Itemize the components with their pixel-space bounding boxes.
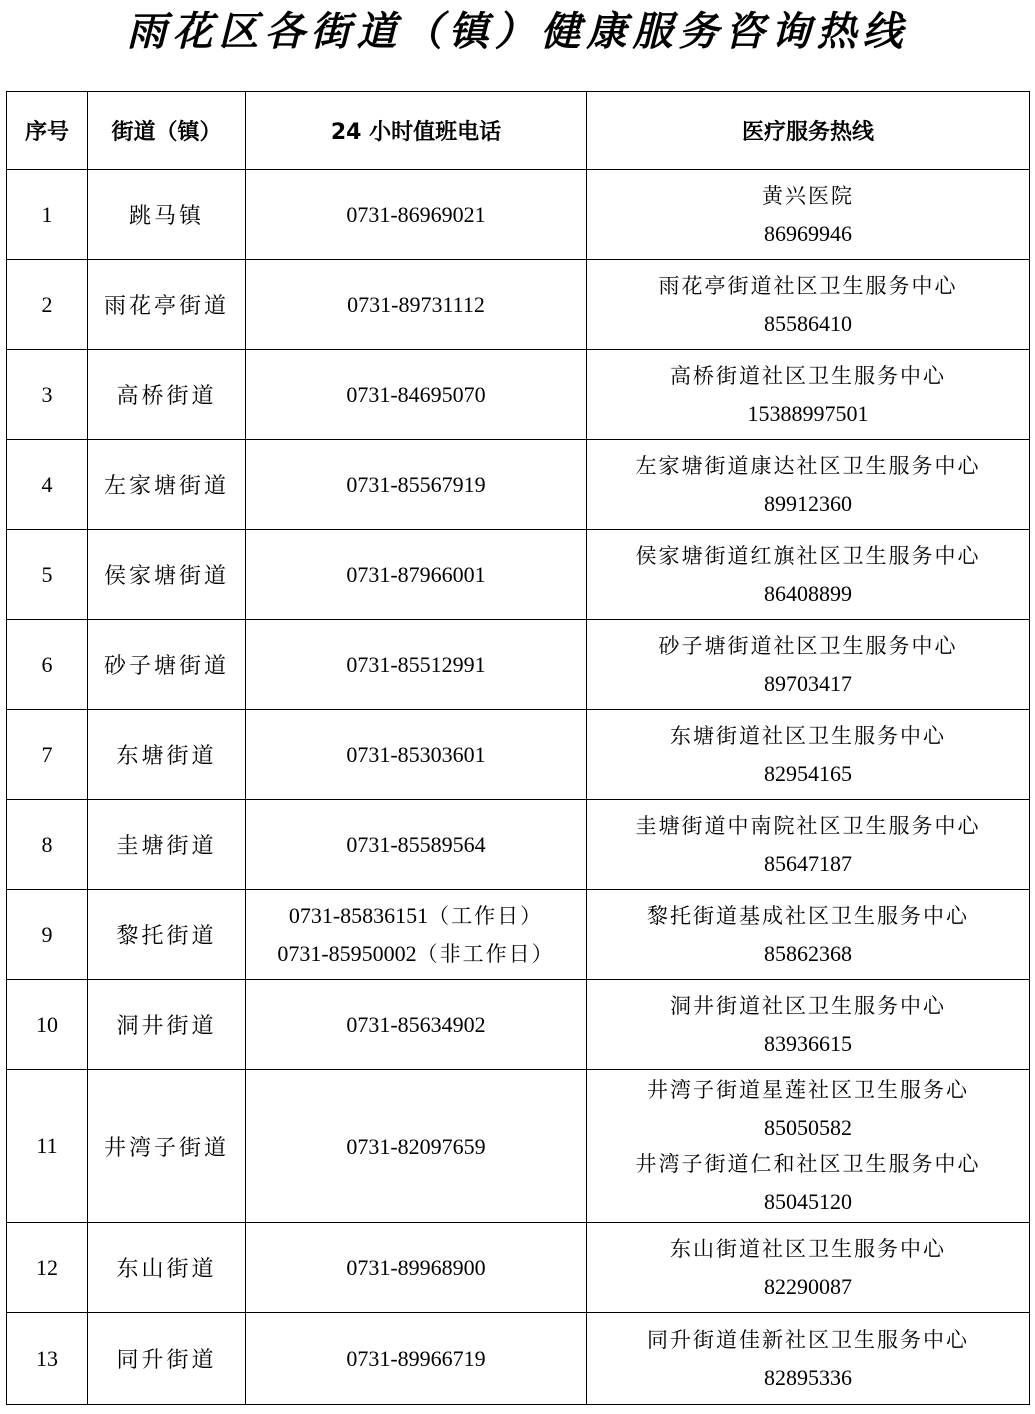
table-row: [7, 170, 1030, 260]
duty-phone-line: [246, 1249, 586, 1286]
duty-phone-number: 0731-85303601: [346, 742, 486, 767]
duty-phone-cell: [246, 530, 587, 620]
duty-phone-note: （工作日）: [428, 903, 544, 928]
medical-hotline-number: 85050582: [764, 1115, 852, 1140]
medical-hotline-cell: [587, 890, 1030, 980]
street-name: 砂子塘街道: [88, 620, 246, 710]
medical-center-name: 同升街道佳新社区卫生服务中心: [647, 1327, 969, 1352]
duty-phone-number: 0731-85567919: [346, 472, 486, 497]
table-header-row: [7, 92, 1030, 170]
row-index: 7: [7, 710, 88, 800]
duty-phone-cell: [246, 260, 587, 350]
page-title: 雨花区各街道（镇）健康服务咨询热线: [126, 8, 909, 55]
duty-phone-number: 0731-85634902: [346, 1012, 486, 1037]
medical-hotline-cell: [587, 1313, 1030, 1405]
row-index: 4: [7, 440, 88, 530]
duty-phone-cell: [246, 440, 587, 530]
table-row: [7, 530, 1030, 620]
street-name: 井湾子街道: [88, 1070, 246, 1223]
medical-hotline-number: 85586410: [764, 310, 852, 336]
header-duty-phone: 24 小时值班电话: [246, 92, 587, 170]
medical-hotline-number: 89912360: [764, 490, 852, 516]
duty-phone-number: 0731-87966001: [346, 562, 486, 587]
table-row: [7, 260, 1030, 350]
duty-phone-line: [246, 1128, 586, 1165]
row-index: 9: [7, 890, 88, 980]
row-index: 11: [7, 1070, 88, 1223]
duty-phone-cell: [246, 620, 587, 710]
table-row: [7, 620, 1030, 710]
duty-phone-cell: [246, 800, 587, 890]
medical-center-name: 黎托街道基成社区卫生服务中心: [647, 903, 969, 928]
duty-phone-number: 0731-85512991: [346, 652, 486, 677]
medical-hotline-number: 86969946: [764, 220, 852, 246]
duty-phone-note: （非工作日）: [416, 941, 555, 966]
duty-phone-line: [246, 826, 586, 863]
header-street: 街道（镇）: [88, 92, 246, 170]
medical-hotline-number: 86408899: [764, 580, 852, 606]
table-row: [7, 1223, 1030, 1313]
medical-hotline-number: 83936615: [764, 1030, 852, 1056]
medical-hotline-cell: [587, 260, 1030, 350]
medical-hotline-cell: [587, 1070, 1030, 1223]
duty-phone-cell: [246, 980, 587, 1070]
row-index: 12: [7, 1223, 88, 1313]
duty-phone-cell: [246, 710, 587, 800]
row-index: 1: [7, 170, 88, 260]
medical-hotline-number: 82895336: [764, 1364, 852, 1390]
row-index: 3: [7, 350, 88, 440]
row-index: 13: [7, 1313, 88, 1405]
medical-hotline-number: 85045120: [764, 1189, 852, 1214]
medical-center-name: 左家塘街道康达社区卫生服务中心: [635, 453, 981, 478]
table-row: [7, 350, 1030, 440]
medical-hotline-cell: [587, 1223, 1030, 1313]
duty-phone-cell: [246, 1223, 587, 1313]
street-name: 侯家塘街道: [88, 530, 246, 620]
duty-phone-number: 0731-82097659: [346, 1133, 486, 1159]
duty-phone-number: 0731-85836151: [288, 902, 429, 928]
table-row: [7, 1070, 1030, 1223]
row-index: 5: [7, 530, 88, 620]
row-index: 8: [7, 800, 88, 890]
row-index: 6: [7, 620, 88, 710]
medical-hotline-cell: [587, 170, 1030, 260]
duty-phone-cell: [246, 890, 587, 980]
duty-phone-cell: [246, 170, 587, 260]
duty-phone-line: [246, 466, 586, 503]
duty-phone-cell: [246, 1070, 587, 1223]
medical-center-name: 井湾子街道仁和社区卫生服务中心: [635, 1152, 981, 1176]
table-row: [7, 710, 1030, 800]
row-index: 2: [7, 260, 88, 350]
street-name: 左家塘街道: [88, 440, 246, 530]
duty-phone-number: 0731-85589564: [346, 832, 486, 857]
table-row: [7, 980, 1030, 1070]
medical-hotline-cell: [587, 530, 1030, 620]
row-index: 10: [7, 980, 88, 1070]
medical-center-name: 雨花亭街道社区卫生服务中心: [658, 273, 958, 298]
medical-center-name: 侯家塘街道红旗社区卫生服务中心: [635, 543, 981, 568]
duty-phone-cell: [246, 1313, 587, 1405]
street-name: 同升街道: [88, 1313, 246, 1405]
medical-hotline-cell: [587, 710, 1030, 800]
street-name: 东山街道: [88, 1223, 246, 1313]
table-row: [7, 800, 1030, 890]
duty-phone-line: [246, 646, 586, 683]
table-row: [7, 890, 1030, 980]
duty-phone-line: [246, 935, 586, 973]
street-name: 雨花亭街道: [88, 260, 246, 350]
medical-center-name: 井湾子街道星莲社区卫生服务心: [647, 1078, 969, 1102]
medical-hotline-number: 15388997501: [747, 400, 869, 426]
medical-hotline-number: 82954165: [764, 760, 852, 786]
duty-phone-number: 0731-89966719: [346, 1346, 486, 1371]
medical-center-name: 砂子塘街道社区卫生服务中心: [658, 633, 958, 658]
medical-hotline-number: 82290087: [764, 1273, 852, 1299]
table-row: [7, 440, 1030, 530]
duty-phone-line: [246, 556, 586, 593]
medical-center-name: 东山街道社区卫生服务中心: [670, 1236, 946, 1261]
duty-phone-line: [246, 376, 586, 413]
header-medical-hotline: 医疗服务热线: [587, 92, 1030, 170]
hotline-table: [6, 91, 1030, 1405]
duty-phone-line: [246, 196, 586, 233]
duty-phone-number: 0731-86969021: [346, 202, 486, 227]
medical-center-name: 圭塘街道中南院社区卫生服务中心: [635, 813, 981, 838]
medical-hotline-cell: [587, 440, 1030, 530]
street-name: 高桥街道: [88, 350, 246, 440]
table-row: [7, 1313, 1030, 1405]
street-name: 圭塘街道: [88, 800, 246, 890]
medical-center-name: 高桥街道社区卫生服务中心: [670, 363, 946, 388]
medical-center-name: 洞井街道社区卫生服务中心: [670, 993, 946, 1018]
header-index: 序号: [7, 92, 88, 170]
medical-center-name: 东塘街道社区卫生服务中心: [670, 723, 946, 748]
medical-center-name: 黄兴医院: [762, 183, 854, 208]
medical-hotline-number: 85647187: [764, 850, 852, 876]
duty-phone-line: [246, 1340, 586, 1377]
medical-hotline-number: 89703417: [764, 670, 852, 696]
medical-hotline-number: 85862368: [764, 940, 852, 966]
duty-phone-line: [246, 736, 586, 773]
medical-hotline-cell: [587, 980, 1030, 1070]
table-body: [7, 170, 1030, 1405]
duty-phone-number: 0731-89731112: [347, 292, 485, 317]
duty-phone-line: [246, 1006, 586, 1043]
duty-phone-line: [246, 286, 586, 323]
street-name: 黎托街道: [88, 890, 246, 980]
duty-phone-number: 0731-89968900: [346, 1255, 486, 1280]
medical-hotline-cell: [587, 620, 1030, 710]
medical-hotline-cell: [587, 800, 1030, 890]
duty-phone-line: [246, 897, 586, 935]
duty-phone-cell: [246, 350, 587, 440]
medical-hotline-cell: [587, 350, 1030, 440]
duty-phone-number: 0731-84695070: [346, 382, 486, 407]
street-name: 东塘街道: [88, 710, 246, 800]
duty-phone-number: 0731-85950002: [277, 940, 417, 966]
street-name: 跳马镇: [88, 170, 246, 260]
street-name: 洞井街道: [88, 980, 246, 1070]
